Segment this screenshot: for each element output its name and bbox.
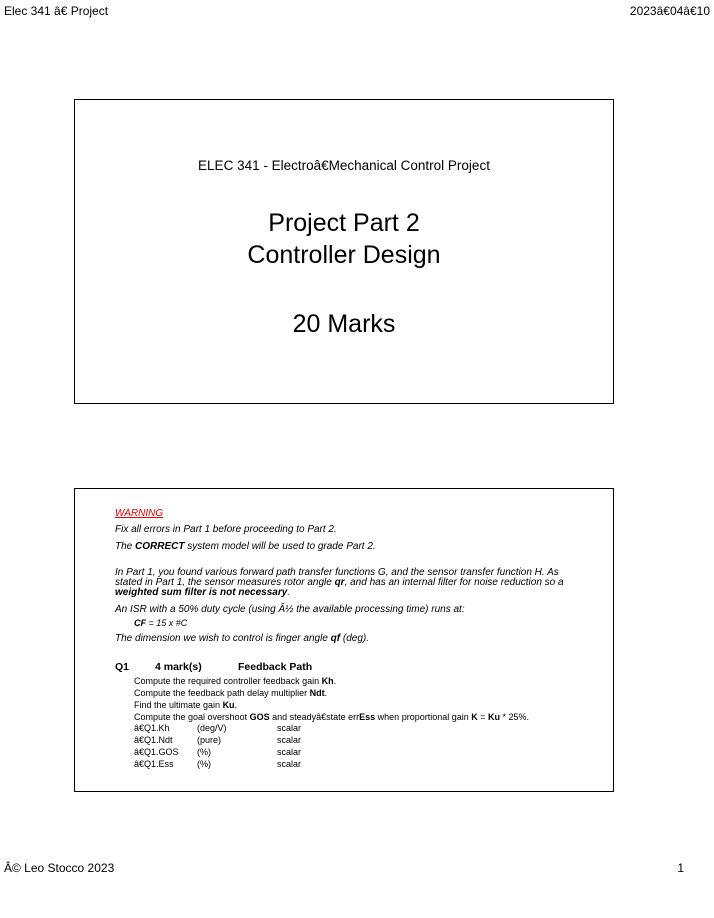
header-date: 2023â€04â€10 [629,4,710,18]
answer-type: scalar [277,723,302,733]
title-slide [74,99,614,404]
answer-unit: (deg/V) [197,723,227,733]
task-ku: Find the ultimate gain Ku. [134,700,238,710]
answer-type: scalar [277,759,302,769]
task-gos-ess: Compute the goal overshoot GOS and steadyâ€state errEss when proportional gain K = Ku * 25%. [134,712,530,722]
footer-copyright: Â© Leo Stocco 2023 [4,861,115,875]
title-line-2: Controller Design [247,241,441,269]
slide-title [75,207,613,271]
answer-type: scalar [277,747,302,757]
isr-line: An ISR with a 50% duty cycle (using Â½ the available processing time) runs at: [115,604,465,615]
answer-unit: (%) [197,747,211,757]
answer-label: â€Q1.GOS [134,747,179,757]
dimension-line: The dimension we wish to control is finger angle qf (deg). [115,633,370,644]
answer-label: â€Q1.Kh [134,723,170,733]
task-kh: Compute the required controller feedback gain Kh. [134,676,337,686]
task-ndt: Compute the feedback path delay multiplier Ndt. [134,688,328,698]
answer-unit: (%) [197,759,211,769]
page-number: 1 [677,861,684,875]
answer-label: â€Q1.Ndt [134,735,173,745]
cf-formula: CF = 15 x #C [134,618,188,628]
intro-paragraph: In Part 1, you found various forward path transfer functions G, and the sensor transfer function H. As stated in Part 1, the sensor measures rotor angle qr, and has an internal filter for noise reduction so a weighted sum filter is not necessary. [115,567,564,598]
answer-unit: (pure) [197,735,222,745]
question-slide [74,488,614,792]
header-left: Elec 341 â€ Project [4,4,109,18]
warning-label: WARNING [115,508,164,519]
question-marks: 4 mark(s) [155,661,202,673]
answer-type: scalar [277,735,302,745]
marks-label: 20 Marks [292,310,396,338]
question-title: Feedback Path [238,661,313,673]
fix-errors-line: Fix all errors in Part 1 before proceeding to Part 2. [115,524,337,535]
answer-label: â€Q1.Ess [134,759,174,769]
course-title: ELEC 341 - Electroâ€Mechanical Control Project [198,158,490,173]
title-line-1: Project Part 2 [268,209,420,237]
correct-model-line: The CORRECT system model will be used to grade Part 2. [115,541,376,552]
question-number: Q1 [115,661,130,673]
